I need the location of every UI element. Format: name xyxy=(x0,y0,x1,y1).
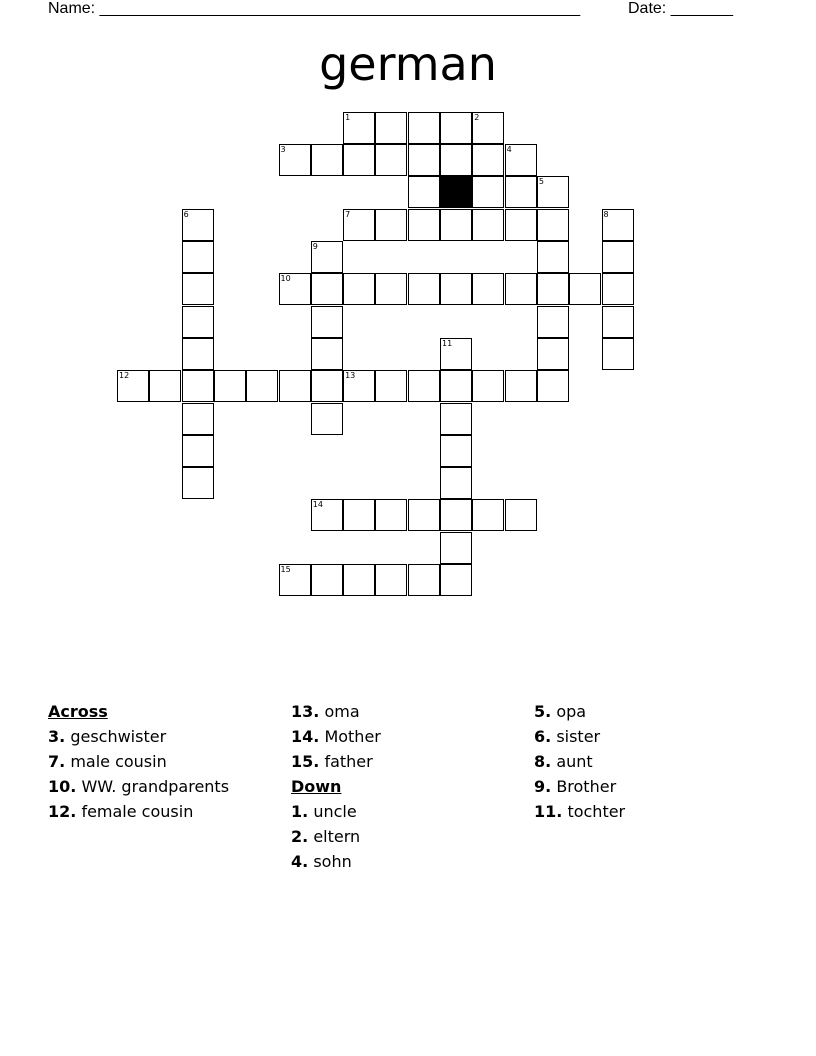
cell-number: 7 xyxy=(345,209,351,219)
crossword-cell[interactable] xyxy=(182,338,214,370)
crossword-cell[interactable] xyxy=(279,564,311,596)
crossword-cell[interactable] xyxy=(472,144,504,176)
clue-number: 11. xyxy=(534,802,563,821)
crossword-cell[interactable] xyxy=(343,273,375,305)
clue-text: WW. grandparents xyxy=(81,777,230,796)
clue-item xyxy=(534,777,764,796)
clue-number: 3. xyxy=(48,727,66,746)
page-title: german xyxy=(319,37,497,91)
clue-text: female cousin xyxy=(81,802,194,821)
clue-number: 4. xyxy=(291,852,309,871)
crossword-cell[interactable] xyxy=(311,370,343,402)
clue-column-1 xyxy=(48,702,278,827)
crossword-cell[interactable] xyxy=(440,144,472,176)
cell-number: 4 xyxy=(506,145,512,155)
crossword-cell[interactable] xyxy=(311,564,343,596)
crossword-cell[interactable] xyxy=(182,467,214,499)
clue-item xyxy=(534,727,764,746)
crossword-cell[interactable] xyxy=(343,499,375,531)
crossword-cell[interactable] xyxy=(375,499,407,531)
clue-item xyxy=(534,802,764,821)
clue-text: uncle xyxy=(313,802,357,821)
crossword-cell[interactable] xyxy=(375,144,407,176)
crossword-cell[interactable] xyxy=(408,209,440,241)
crossword-cell[interactable] xyxy=(537,370,569,402)
clue-item xyxy=(291,852,521,871)
crossword-cell[interactable] xyxy=(505,144,537,176)
crossword-cell[interactable] xyxy=(537,209,569,241)
crossword-cell[interactable] xyxy=(602,306,634,338)
clue-item xyxy=(48,802,278,821)
crossword-cell[interactable] xyxy=(440,499,472,531)
crossword-cell[interactable] xyxy=(408,273,440,305)
clue-text: male cousin xyxy=(70,752,167,771)
clue-text: Mother xyxy=(324,727,381,746)
crossword-cell[interactable] xyxy=(375,273,407,305)
clue-number: 1. xyxy=(291,802,309,821)
crossword-cell[interactable] xyxy=(602,241,634,273)
crossword-cell[interactable] xyxy=(569,273,601,305)
crossword-cell[interactable] xyxy=(472,273,504,305)
crossword-cell[interactable] xyxy=(311,144,343,176)
crossword-cell[interactable] xyxy=(311,241,343,273)
crossword-cell[interactable] xyxy=(602,273,634,305)
clue-number: 12. xyxy=(48,802,77,821)
clue-number: 7. xyxy=(48,752,66,771)
crossword-cell[interactable] xyxy=(472,112,504,144)
clue-column-2 xyxy=(291,702,521,877)
crossword-cell[interactable] xyxy=(440,273,472,305)
clue-number: 10. xyxy=(48,777,77,796)
crossword-cell[interactable] xyxy=(117,370,149,402)
clue-number: 8. xyxy=(534,752,552,771)
crossword-cell[interactable] xyxy=(537,273,569,305)
cell-number: 9 xyxy=(312,242,318,251)
clue-item xyxy=(48,777,278,796)
crossword-cell[interactable] xyxy=(408,144,440,176)
clue-text: eltern xyxy=(313,827,361,846)
crossword-cell[interactable] xyxy=(279,370,311,402)
cell-number: 3 xyxy=(280,145,286,155)
cell-number: 6 xyxy=(183,209,189,219)
crossword-cell[interactable] xyxy=(311,499,343,531)
blocked-cell xyxy=(440,176,472,208)
clue-text: tochter xyxy=(567,802,626,821)
crossword-cell[interactable] xyxy=(505,499,537,531)
crossword-cell[interactable] xyxy=(343,144,375,176)
clue-item xyxy=(291,827,521,846)
clue-item xyxy=(48,752,278,771)
crossword-cell[interactable] xyxy=(182,435,214,467)
crossword-cell[interactable] xyxy=(343,370,375,402)
crossword-cell[interactable] xyxy=(440,112,472,144)
clue-text: geschwister xyxy=(70,727,167,746)
crossword-cell[interactable] xyxy=(375,112,407,144)
clue-text: aunt xyxy=(556,752,593,771)
crossword-cell[interactable] xyxy=(343,564,375,596)
date-field-label: Date: _______ xyxy=(628,0,733,17)
clue-item xyxy=(534,752,764,771)
clue-number: 9. xyxy=(534,777,552,796)
cell-number: 12 xyxy=(119,371,130,381)
crossword-cell[interactable] xyxy=(408,499,440,531)
cell-number: 10 xyxy=(280,274,291,284)
crossword-cell[interactable] xyxy=(440,532,472,564)
clue-number: 13. xyxy=(291,702,320,721)
crossword-cell[interactable] xyxy=(440,370,472,402)
clue-text: sister xyxy=(556,727,601,746)
crossword-cell[interactable] xyxy=(440,435,472,467)
crossword-cell[interactable] xyxy=(602,338,634,370)
crossword-cell[interactable] xyxy=(311,306,343,338)
crossword-cell[interactable] xyxy=(343,209,375,241)
cell-number: 13 xyxy=(345,371,356,381)
clue-item xyxy=(291,802,521,821)
clue-item xyxy=(534,702,764,721)
cell-number: 11 xyxy=(442,338,453,348)
crossword-cell[interactable] xyxy=(311,403,343,435)
crossword-cell[interactable] xyxy=(214,370,246,402)
crossword-cell[interactable] xyxy=(408,112,440,144)
clue-item xyxy=(291,752,521,771)
crossword-cell[interactable] xyxy=(182,209,214,241)
crossword-cell[interactable] xyxy=(182,370,214,402)
clue-number: 6. xyxy=(534,727,552,746)
clue-number: 15. xyxy=(291,752,320,771)
crossword-cell[interactable] xyxy=(472,370,504,402)
crossword-cell[interactable] xyxy=(279,144,311,176)
crossword-cell[interactable] xyxy=(408,176,440,208)
crossword-cell[interactable] xyxy=(311,338,343,370)
clue-text: Brother xyxy=(556,777,617,796)
clue-number: 5. xyxy=(534,702,552,721)
crossword-cell[interactable] xyxy=(537,176,569,208)
crossword-cell[interactable] xyxy=(537,306,569,338)
crossword-cell[interactable] xyxy=(149,370,181,402)
across-heading: Across xyxy=(48,702,108,721)
crossword-cell[interactable] xyxy=(311,273,343,305)
crossword-cell[interactable] xyxy=(472,499,504,531)
crossword-cell[interactable] xyxy=(246,370,278,402)
clue-text: father xyxy=(324,752,373,771)
clue-text: oma xyxy=(324,702,360,721)
clue-item xyxy=(291,727,521,746)
crossword-cell[interactable] xyxy=(505,273,537,305)
crossword-cell[interactable] xyxy=(505,176,537,208)
cell-number: 8 xyxy=(603,209,609,219)
crossword-cell[interactable] xyxy=(505,370,537,402)
clue-item xyxy=(291,702,521,721)
crossword-cell[interactable] xyxy=(472,209,504,241)
clue-number: 2. xyxy=(291,827,309,846)
crossword-cell[interactable] xyxy=(472,176,504,208)
clue-item xyxy=(48,727,278,746)
crossword-cell[interactable] xyxy=(375,209,407,241)
crossword-cell[interactable] xyxy=(343,112,375,144)
crossword-cell[interactable] xyxy=(279,273,311,305)
clue-column-3 xyxy=(534,702,764,827)
crossword-cell[interactable] xyxy=(537,241,569,273)
crossword-cell[interactable] xyxy=(440,338,472,370)
clue-text: opa xyxy=(556,702,587,721)
crossword-cell[interactable] xyxy=(440,403,472,435)
crossword-cell[interactable] xyxy=(182,403,214,435)
crossword-cell[interactable] xyxy=(602,209,634,241)
crossword-cell[interactable] xyxy=(182,241,214,273)
crossword-cell[interactable] xyxy=(408,370,440,402)
cell-number: 15 xyxy=(280,565,291,574)
clue-number: 14. xyxy=(291,727,320,746)
crossword-cell[interactable] xyxy=(440,209,472,241)
clue-text: sohn xyxy=(313,852,352,871)
crossword-cell[interactable] xyxy=(182,306,214,338)
cell-number: 2 xyxy=(474,112,480,122)
crossword-cell[interactable] xyxy=(440,564,472,596)
crossword-cell[interactable] xyxy=(408,564,440,596)
cell-number: 14 xyxy=(312,500,323,510)
name-field-label: Name: ______________________________________________________ xyxy=(48,0,581,17)
crossword-cell[interactable] xyxy=(182,273,214,305)
down-heading: Down xyxy=(291,777,342,796)
crossword-cell[interactable] xyxy=(537,338,569,370)
crossword-cell[interactable] xyxy=(505,209,537,241)
cell-number: 1 xyxy=(345,112,351,122)
cell-number: 5 xyxy=(538,177,544,187)
crossword-cell[interactable] xyxy=(440,467,472,499)
crossword-cell[interactable] xyxy=(375,564,407,596)
crossword-cell[interactable] xyxy=(375,370,407,402)
